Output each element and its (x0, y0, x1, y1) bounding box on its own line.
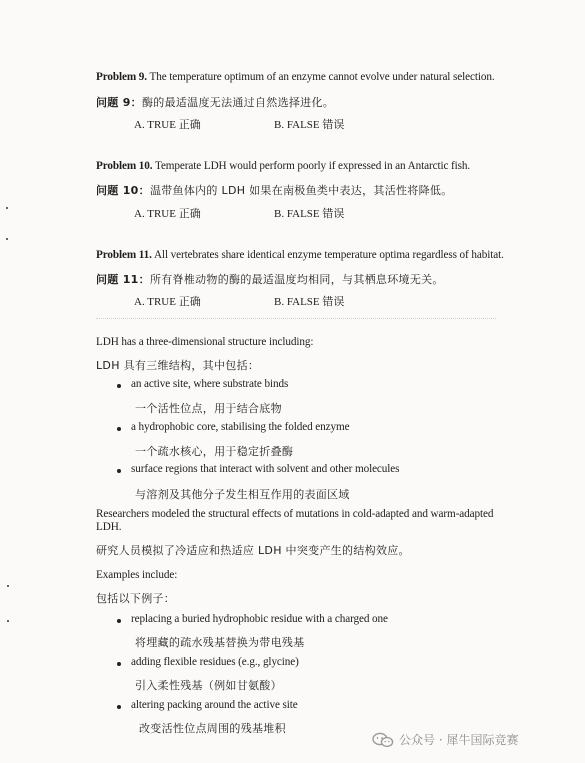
problem-11-label: Problem 11. (96, 249, 152, 261)
problem-11-zh (96, 271, 444, 287)
structure-intro-en: LDH has a three-dimensional structure including: (96, 336, 314, 348)
problem-10-label-zh: 问题 10： (96, 184, 150, 197)
examples-intro-en: Examples include: (96, 569, 178, 581)
examples-intro-zh: 包括以下例子： (96, 592, 176, 605)
structure-item-2-zh: 一个疏水核心，用于稳定折叠酶 (135, 445, 294, 458)
problem-9-option-b: B. FALSE 错误 (274, 119, 345, 131)
bullet-icon (117, 619, 121, 623)
problem-9-en (96, 71, 495, 83)
scan-speck (7, 620, 9, 622)
problem-10-en (96, 160, 470, 172)
bullet-icon (117, 662, 121, 666)
problem-9-zh (96, 94, 334, 110)
example-item-3-zh: 改变活性位点周围的残基堆积 (139, 722, 286, 735)
structure-item-3-en: surface regions that interact with solvent and other molecules (131, 463, 400, 475)
wechat-icon (372, 732, 394, 748)
structure-item-1-zh: 一个活性位点，用于结合底物 (135, 402, 282, 415)
scan-speck (6, 207, 8, 209)
problem-10-label: Problem 10. (96, 160, 153, 172)
problem-11-label-zh: 问题 11： (96, 273, 150, 286)
bullet-icon (117, 384, 121, 388)
problem-10-zh (96, 182, 453, 198)
research-line-1: Researchers modeled the structural effects of mutations in cold-adapted and warm-adapted (96, 508, 494, 520)
example-item-2-zh: 引入柔性残基（例如甘氨酸） (135, 679, 282, 692)
structure-item-2-en: a hydrophobic core, stabilising the folded enzyme (131, 421, 350, 433)
example-item-3-en: altering packing around the active site (131, 699, 298, 711)
problem-9-text-zh: 酶的最适温度无法通过自然选择进化。 (141, 96, 335, 109)
problem-10-text-zh: 温带鱼体内的 LDH 如果在南极鱼类中表达，其活性将降低。 (149, 184, 453, 197)
problem-11-option-a: A. TRUE 正确 (134, 296, 201, 308)
problem-9-label: Problem 9. (96, 71, 147, 83)
watermark-text: 公众号 · 犀牛国际竞赛 (399, 733, 519, 747)
example-item-1-zh: 将埋藏的疏水残基替换为带电残基 (135, 636, 305, 649)
watermark (372, 731, 518, 748)
example-item-1-en: replacing a buried hydrophobic residue with a charged one (131, 613, 388, 625)
problem-11-text-zh: 所有脊椎动物的酶的最适温度均相同，与其栖息环境无关。 (149, 273, 444, 286)
bullet-icon (117, 705, 121, 709)
problem-10-option-a: A. TRUE 正确 (134, 208, 201, 220)
structure-item-3-zh: 与溶剂及其他分子发生相互作用的表面区域 (135, 488, 350, 501)
problem-11-option-b: B. FALSE 错误 (274, 296, 345, 308)
research-zh: 研究人员模拟了冷适应和热适应 LDH 中突变产生的结构效应。 (96, 544, 410, 557)
structure-intro-zh: LDH 具有三维结构，其中包括： (96, 359, 260, 372)
bullet-icon (117, 469, 121, 473)
problem-11-text: All vertebrates share identical enzyme temperature optima regardless of habitat. (151, 249, 504, 261)
structure-item-1-en: an active site, where substrate binds (131, 378, 289, 390)
problem-9-option-a: A. TRUE 正确 (134, 119, 201, 131)
problem-11-en (96, 249, 504, 261)
problem-10-option-b: B. FALSE 错误 (274, 208, 345, 220)
scan-speck (6, 238, 8, 240)
research-line-2: LDH. (96, 521, 122, 533)
scan-speck (7, 585, 9, 587)
section-divider (96, 318, 496, 319)
problem-10-text: Temperate LDH would perform poorly if expressed in an Antarctic fish. (152, 160, 471, 172)
example-item-2-en: adding flexible residues (e.g., glycine) (131, 656, 299, 668)
bullet-icon (117, 427, 121, 431)
problem-9-label-zh: 问题 9： (96, 96, 142, 109)
problem-9-text: The temperature optimum of an enzyme cannot evolve under natural selection. (147, 71, 495, 83)
